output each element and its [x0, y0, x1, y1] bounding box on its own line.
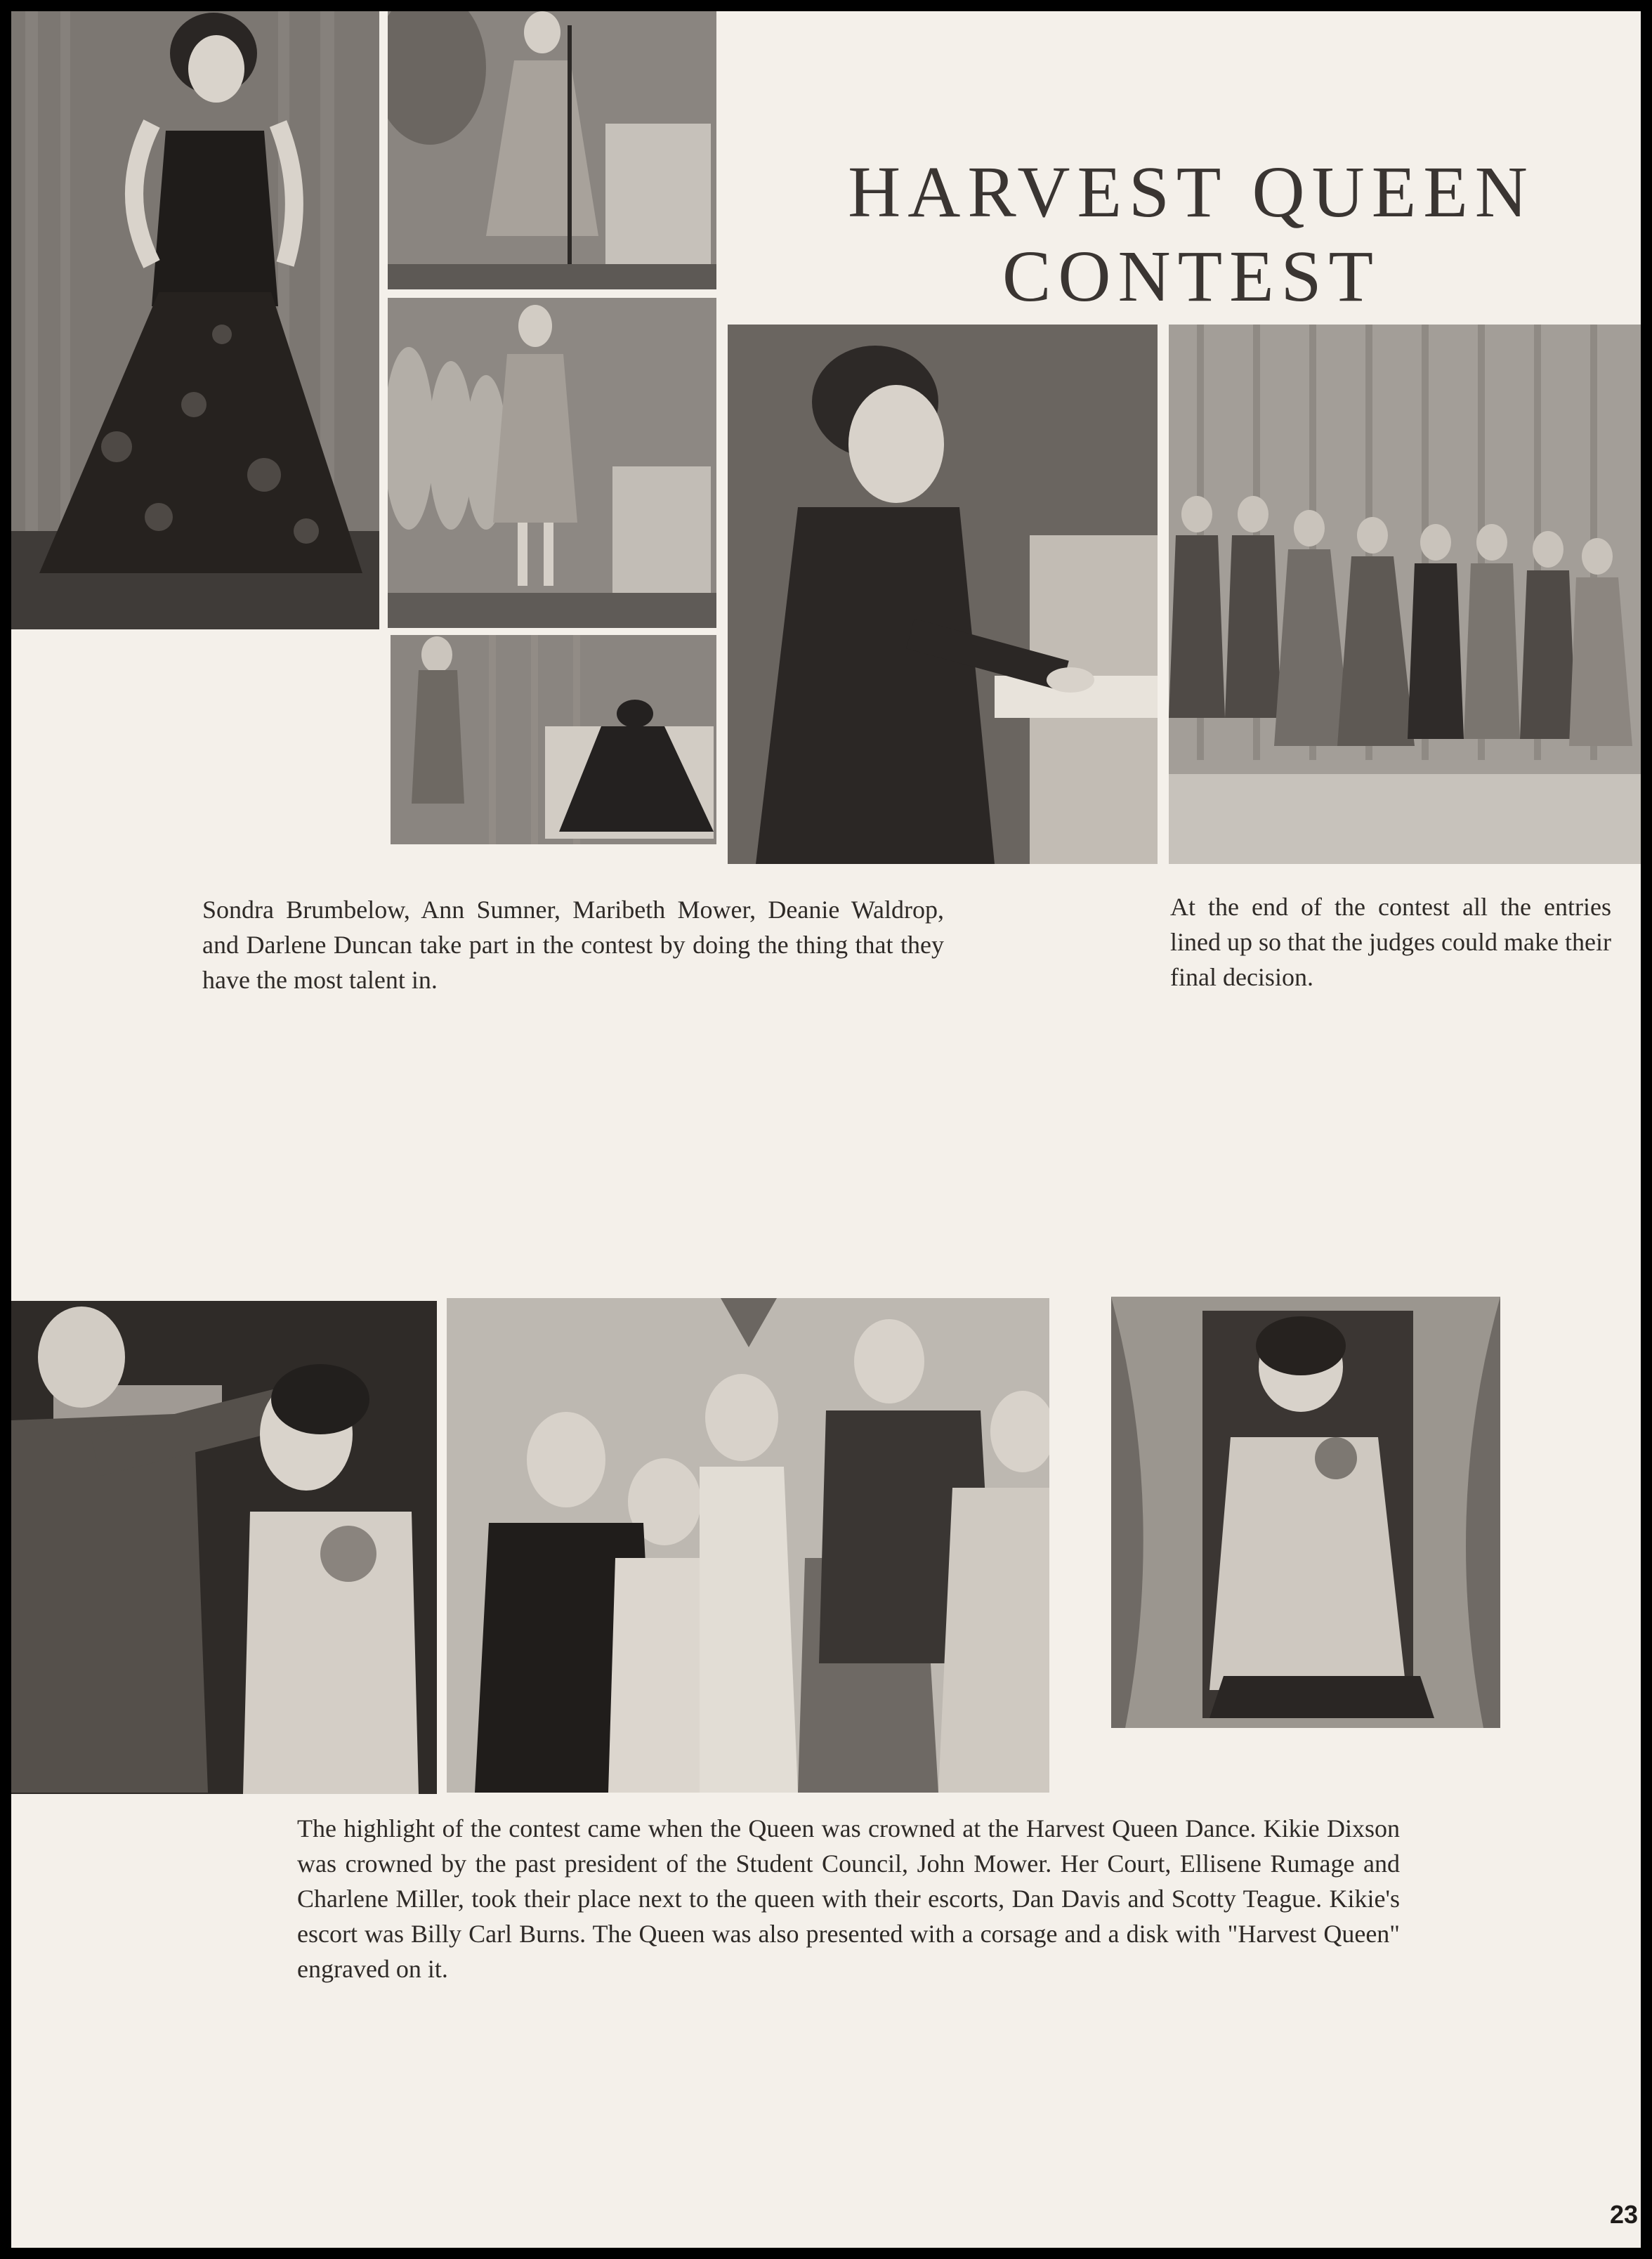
photo-contestant-lace-dress: [11, 11, 379, 629]
photo-contestant-plaid-dress: [388, 298, 716, 628]
page-title: [763, 150, 1620, 319]
yearbook-page: [11, 11, 1641, 2248]
caption-crowning: The highlight of the contest came when the Queen was crowned at the Harvest Queen Dance. Kikie Dixson was crowned by the past president of the Student Council, John Mower. Her Court, Ellisene Rumage and Charlene Miller, took their place next to the queen with their escorts, Dan Davis and Scotty Teague. Kikie's escort was Billy Carl Burns. The Queen was also presented with a corsage and a disk with "Harvest Queen" engraved on it.: [297, 1814, 1400, 1983]
page-number: 23: [1610, 2200, 1639, 2229]
photo-contestant-piano-rear: [391, 635, 716, 844]
title-line-1: HARVEST QUEEN: [848, 151, 1535, 233]
photo-contestant-microphone: [388, 11, 716, 289]
photo-queen-crowned: [11, 1301, 437, 1794]
photo-contestants-lineup: [1169, 325, 1641, 864]
photo-contestant-playing-piano: [728, 325, 1158, 864]
caption-lineup: At the end of the contest all the entries lined up so that the judges could make their final decision.: [1170, 893, 1611, 991]
photo-queen-on-throne: [1111, 1297, 1500, 1728]
photo-queen-court-escorts: [447, 1298, 1049, 1793]
caption-talent: Sondra Brumbelow, Ann Sumner, Maribeth Mower, Deanie Waldrop, and Darlene Duncan take part in the contest by doing the thing that they have the most talent in.: [202, 896, 944, 994]
title-line-2: CONTEST: [1002, 235, 1380, 317]
